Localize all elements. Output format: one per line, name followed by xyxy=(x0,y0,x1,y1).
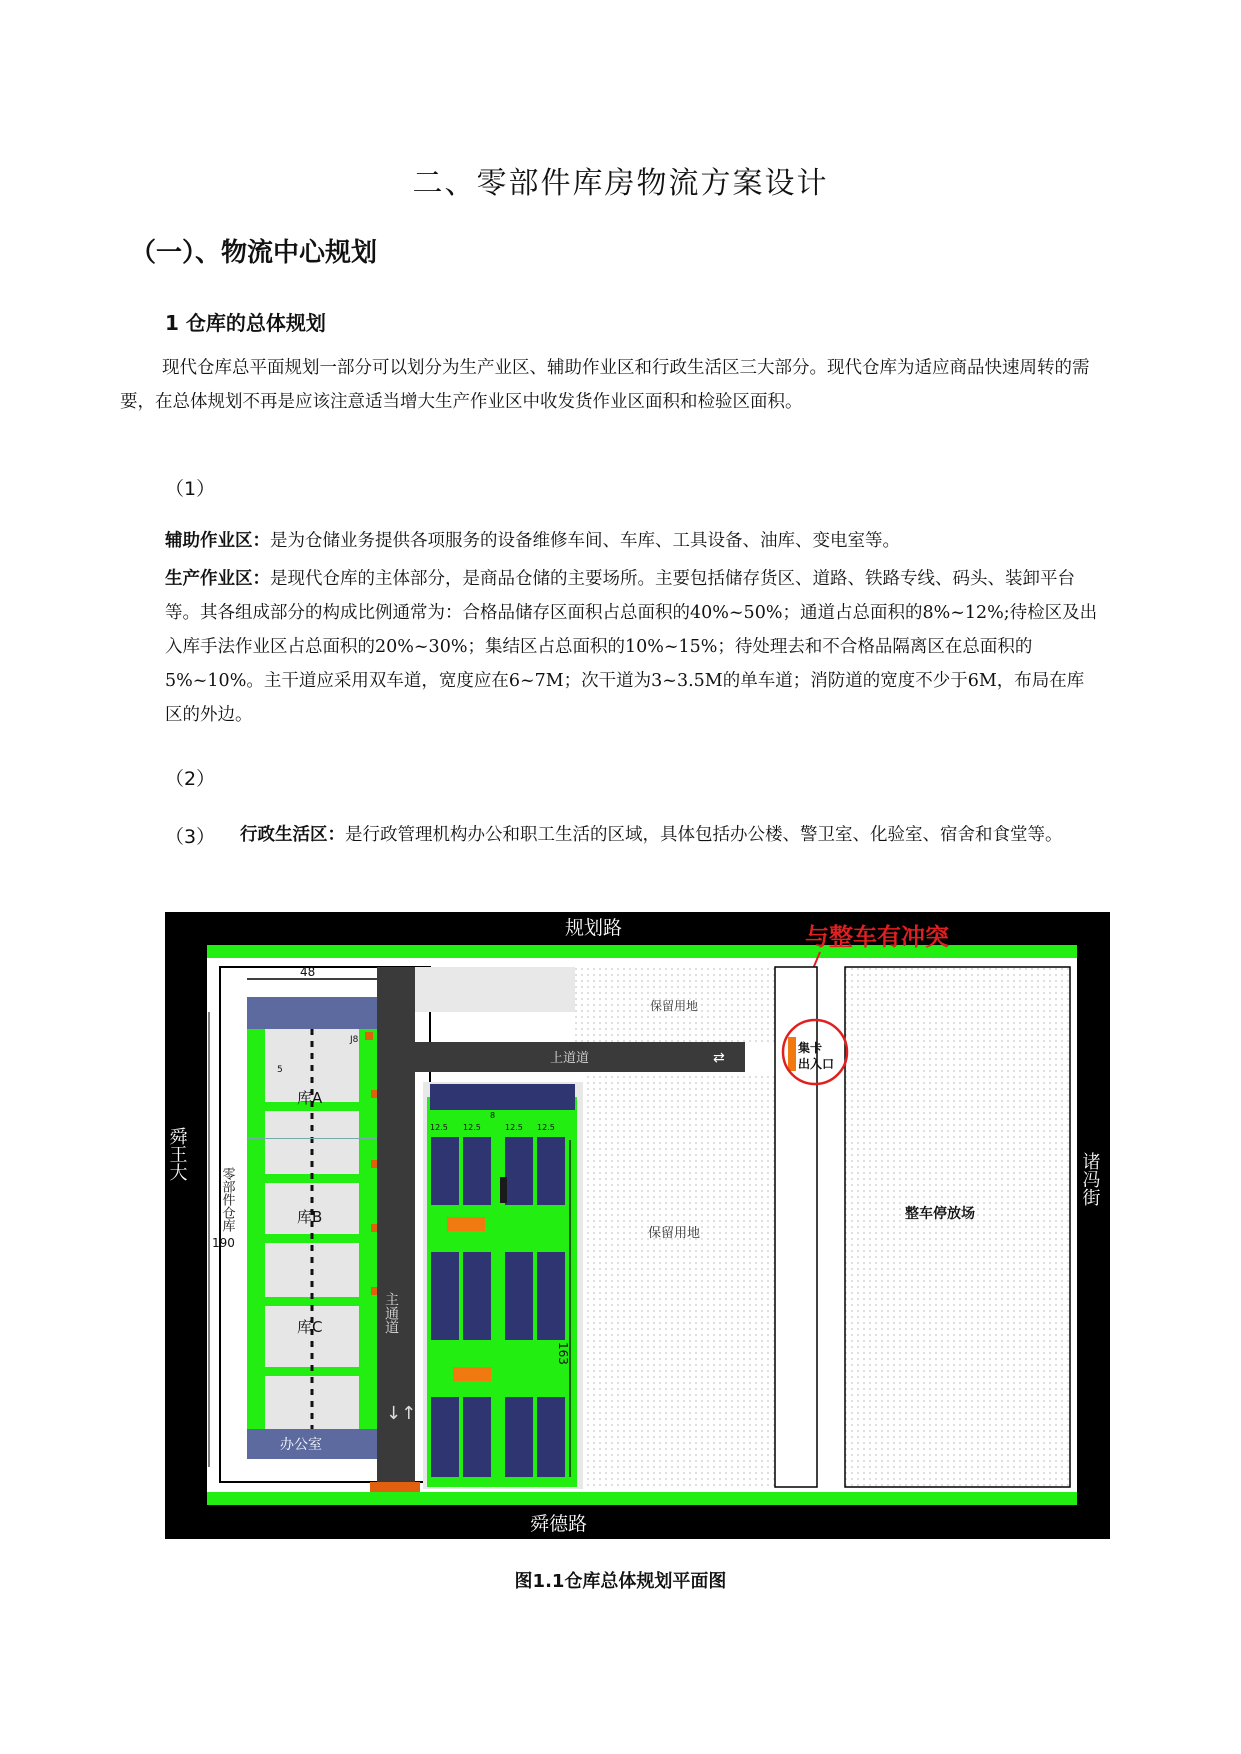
rack-row-top xyxy=(430,1084,575,1110)
main-road-arrows: ↓↑ xyxy=(386,1403,417,1424)
prod-paragraph xyxy=(165,562,1100,732)
dim-5-label: 5 xyxy=(277,1065,283,1075)
gate-label-1: 集卡 xyxy=(798,1041,823,1055)
bonded-top-label: 保留用地 xyxy=(650,999,699,1013)
gate-marker-2 xyxy=(371,1160,377,1168)
warehouse-c-label: 库C xyxy=(297,1318,323,1336)
road-bottom-label: 舜德路 xyxy=(530,1513,588,1535)
forklift-1 xyxy=(447,1217,485,1231)
parts-warehouse-label: 零部件仓库 xyxy=(219,1167,235,1232)
road-bottom-strip xyxy=(207,1492,1077,1505)
warehouse-b-label: 库B xyxy=(297,1208,323,1226)
j8-label: J8 xyxy=(350,1035,359,1045)
upper-building xyxy=(415,967,575,1012)
warehouse-top-strip xyxy=(247,997,377,1029)
gate-marker-4 xyxy=(371,1287,377,1295)
dim-8: 8 xyxy=(490,1111,496,1120)
dim-12-5-b: 12.5 xyxy=(463,1123,481,1132)
admin-text: 是行政管理机构办公和职工生活的区域，具体包括办公楼、警卫室、化验室、宿舍和食堂等。 xyxy=(345,825,1063,845)
parking-zone xyxy=(845,967,1070,1487)
figure-caption: 图1.1仓库总体规划平面图 xyxy=(514,1571,727,1592)
road-right-label: 诸冯街 xyxy=(1079,1152,1101,1206)
bonded-zone-mid xyxy=(583,1072,775,1487)
main-road-label: 主通道 xyxy=(383,1292,399,1334)
conflict-note: 与整车有冲突 xyxy=(805,923,949,951)
parking-label: 整车停放场 xyxy=(905,1206,975,1222)
dim-163-label: 163 xyxy=(556,1342,570,1365)
dim-190-label: 190 xyxy=(212,1236,235,1250)
dim-48-label: 48 xyxy=(300,965,316,979)
bonded-mid-label: 保留用地 xyxy=(648,1226,701,1241)
gate-label-2: 出入口 xyxy=(798,1057,835,1071)
bottom-gate-marker xyxy=(370,1482,420,1492)
prod-label: 生产作业区： xyxy=(165,569,270,589)
subsection-heading: 1 仓库的总体规划 xyxy=(165,311,326,335)
dim-12-5-d: 12.5 xyxy=(537,1123,555,1132)
warehouse-a-label: 库A xyxy=(297,1089,323,1107)
gate-marker xyxy=(788,1037,796,1071)
upper-road-label: 上道道 xyxy=(550,1051,590,1066)
dim-12-5-a: 12.5 xyxy=(430,1123,448,1132)
gate-marker-3 xyxy=(371,1224,377,1232)
admin-paragraph xyxy=(240,818,1110,852)
item-2-label: （2） xyxy=(165,768,216,790)
road-top-label: 规划路 xyxy=(565,917,623,939)
blue-guide-line xyxy=(247,1138,377,1139)
gate-marker-1 xyxy=(371,1090,377,1098)
intro-paragraph: 现代仓库总平面规划一部分可以划分为生产业区、辅助作业区和行政生活区三大部分。现代仓库为适应商品快速周转的需要，在总体规划不再是应该注意适当增大生产作业区中收发货作业区面积和检验区面积。 xyxy=(120,358,1090,412)
page-title: 二、零部件库房物流方案设计 xyxy=(412,166,829,201)
item-3-label: （3） xyxy=(165,826,216,848)
forklift-3 xyxy=(500,1177,507,1203)
item-1-label: （1） xyxy=(165,478,216,500)
section-heading: （一）、物流中心规划 xyxy=(130,238,378,268)
forklift-2 xyxy=(453,1367,491,1381)
admin-label: 行政生活区： xyxy=(240,825,345,845)
aux-text: 是为仓储业务提供各项服务的设备维修车间、车库、工具设备、油库、变电室等。 xyxy=(270,531,900,551)
aux-label: 辅助作业区： xyxy=(165,531,270,551)
dim-12-5-c: 12.5 xyxy=(505,1123,523,1132)
road-left-label: 舜王大 xyxy=(166,1127,188,1181)
site-plan-figure xyxy=(165,912,1110,1539)
site-plan-svg xyxy=(165,912,1110,1539)
office-label: 办公室 xyxy=(280,1437,322,1453)
aux-paragraph xyxy=(165,524,1100,558)
upper-road-arrows: ⇄ xyxy=(713,1050,725,1066)
j8-marker xyxy=(365,1032,373,1040)
prod-text: 是现代仓库的主体部分，是商品仓储的主要场所。主要包括储存货区、道路、铁路专线、码头、装卸平台等。其各组成部分的构成比例通常为：合格品储存区面积占总面积的40%~50%；通道占总面积的8%~12%;待检区及出入库手法作业区占总面积的20%~30%；集结区占总面积的10%~15%；待处理去和不合格品隔离区在总面积的5%~10%。主干道应采用双车道，宽度应在6~7M；次干道为3~3.5M的单车道；消防道的宽度不少于6M，布局在库区的外边。 xyxy=(165,569,1098,725)
